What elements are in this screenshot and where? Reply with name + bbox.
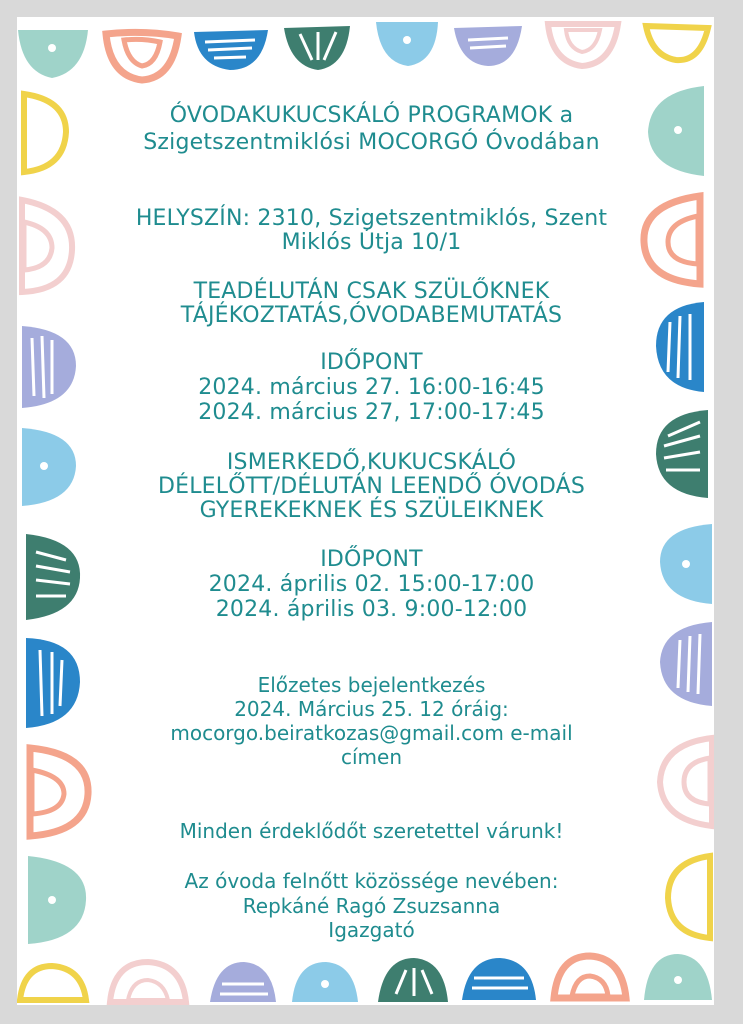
lavender-lines-icon <box>454 26 522 66</box>
title-line-1: ÓVODAKUKUCSKÁLÓ PROGRAMOK a <box>169 103 574 128</box>
event1-date-1: 2024. március 27. 16:00-16:45 <box>198 375 545 400</box>
location-line-2: Miklós Útja 10/1 <box>281 230 462 255</box>
teal-lines-icon <box>284 26 350 70</box>
sky-dome-bottom-icon <box>292 962 358 1002</box>
event2-time-label: IDŐPONT <box>320 547 423 572</box>
event1-time-label: IDŐPONT <box>320 350 423 375</box>
event2-date-1: 2024. április 02. 15:00-17:00 <box>208 572 535 597</box>
sky-dome-icon <box>376 22 438 66</box>
pink-rings-bottom-icon <box>110 962 186 1002</box>
salmon-rings-icon <box>106 32 178 80</box>
lavender-lines-bottom-icon <box>210 962 276 1002</box>
yellow-outline-icon <box>646 26 708 60</box>
blue-lines-bottom-icon <box>462 958 536 1000</box>
signature-title: Igazgató <box>328 918 415 942</box>
event2-heading-1: ISMERKEDŐ,KUKUCSKÁLÓ <box>226 450 517 475</box>
signature-name: Repkáné Ragó Zsuzsanna <box>242 894 501 918</box>
event2-heading-2: DÉLELŐTT/DÉLUTÁN LEENDŐ ÓVODÁS <box>157 474 586 499</box>
location-line-1: HELYSZÍN: 2310, Szigetszentmiklós, Szent <box>135 206 608 231</box>
registration-line-4: címen <box>340 745 402 769</box>
blue-lines-icon <box>194 30 268 70</box>
teal-lines-bottom-icon <box>378 958 448 1002</box>
registration-line-2: 2024. Március 25. 12 óráig: <box>234 697 509 721</box>
registration-line-1: Előzetes bejelentkezés <box>257 673 486 697</box>
event1-heading-1: TEADÉLUTÁN CSAK SZÜLŐKNEK <box>193 279 550 304</box>
salmon-rings-bottom-icon <box>554 956 626 998</box>
mint-dome-icon <box>18 30 88 78</box>
pink-rings-icon <box>548 24 618 66</box>
event1-heading-2: TÁJÉKOZTATÁS,ÓVODABEMUTATÁS <box>180 303 563 328</box>
welcome-text: Minden érdeklődőt szeretettel várunk! <box>179 819 564 843</box>
title-line-2: Szigetszentmiklósi MOCORGÓ Óvodában <box>143 130 600 155</box>
registration-email: mocorgo.beiratkozas@gmail.com e-mail <box>170 721 573 745</box>
signature-line-1: Az óvoda felnőtt közössége nevében: <box>184 869 559 893</box>
event2-heading-3: GYEREKEKNEK ÉS SZÜLEIKNEK <box>199 498 544 523</box>
event2-date-2: 2024. április 03. 9:00-12:00 <box>215 597 528 622</box>
mint-dome-bottom-icon <box>644 954 712 1000</box>
yellow-outline-bottom-icon <box>20 966 86 1000</box>
event1-date-2: 2024. március 27, 17:00-17:45 <box>198 400 545 425</box>
